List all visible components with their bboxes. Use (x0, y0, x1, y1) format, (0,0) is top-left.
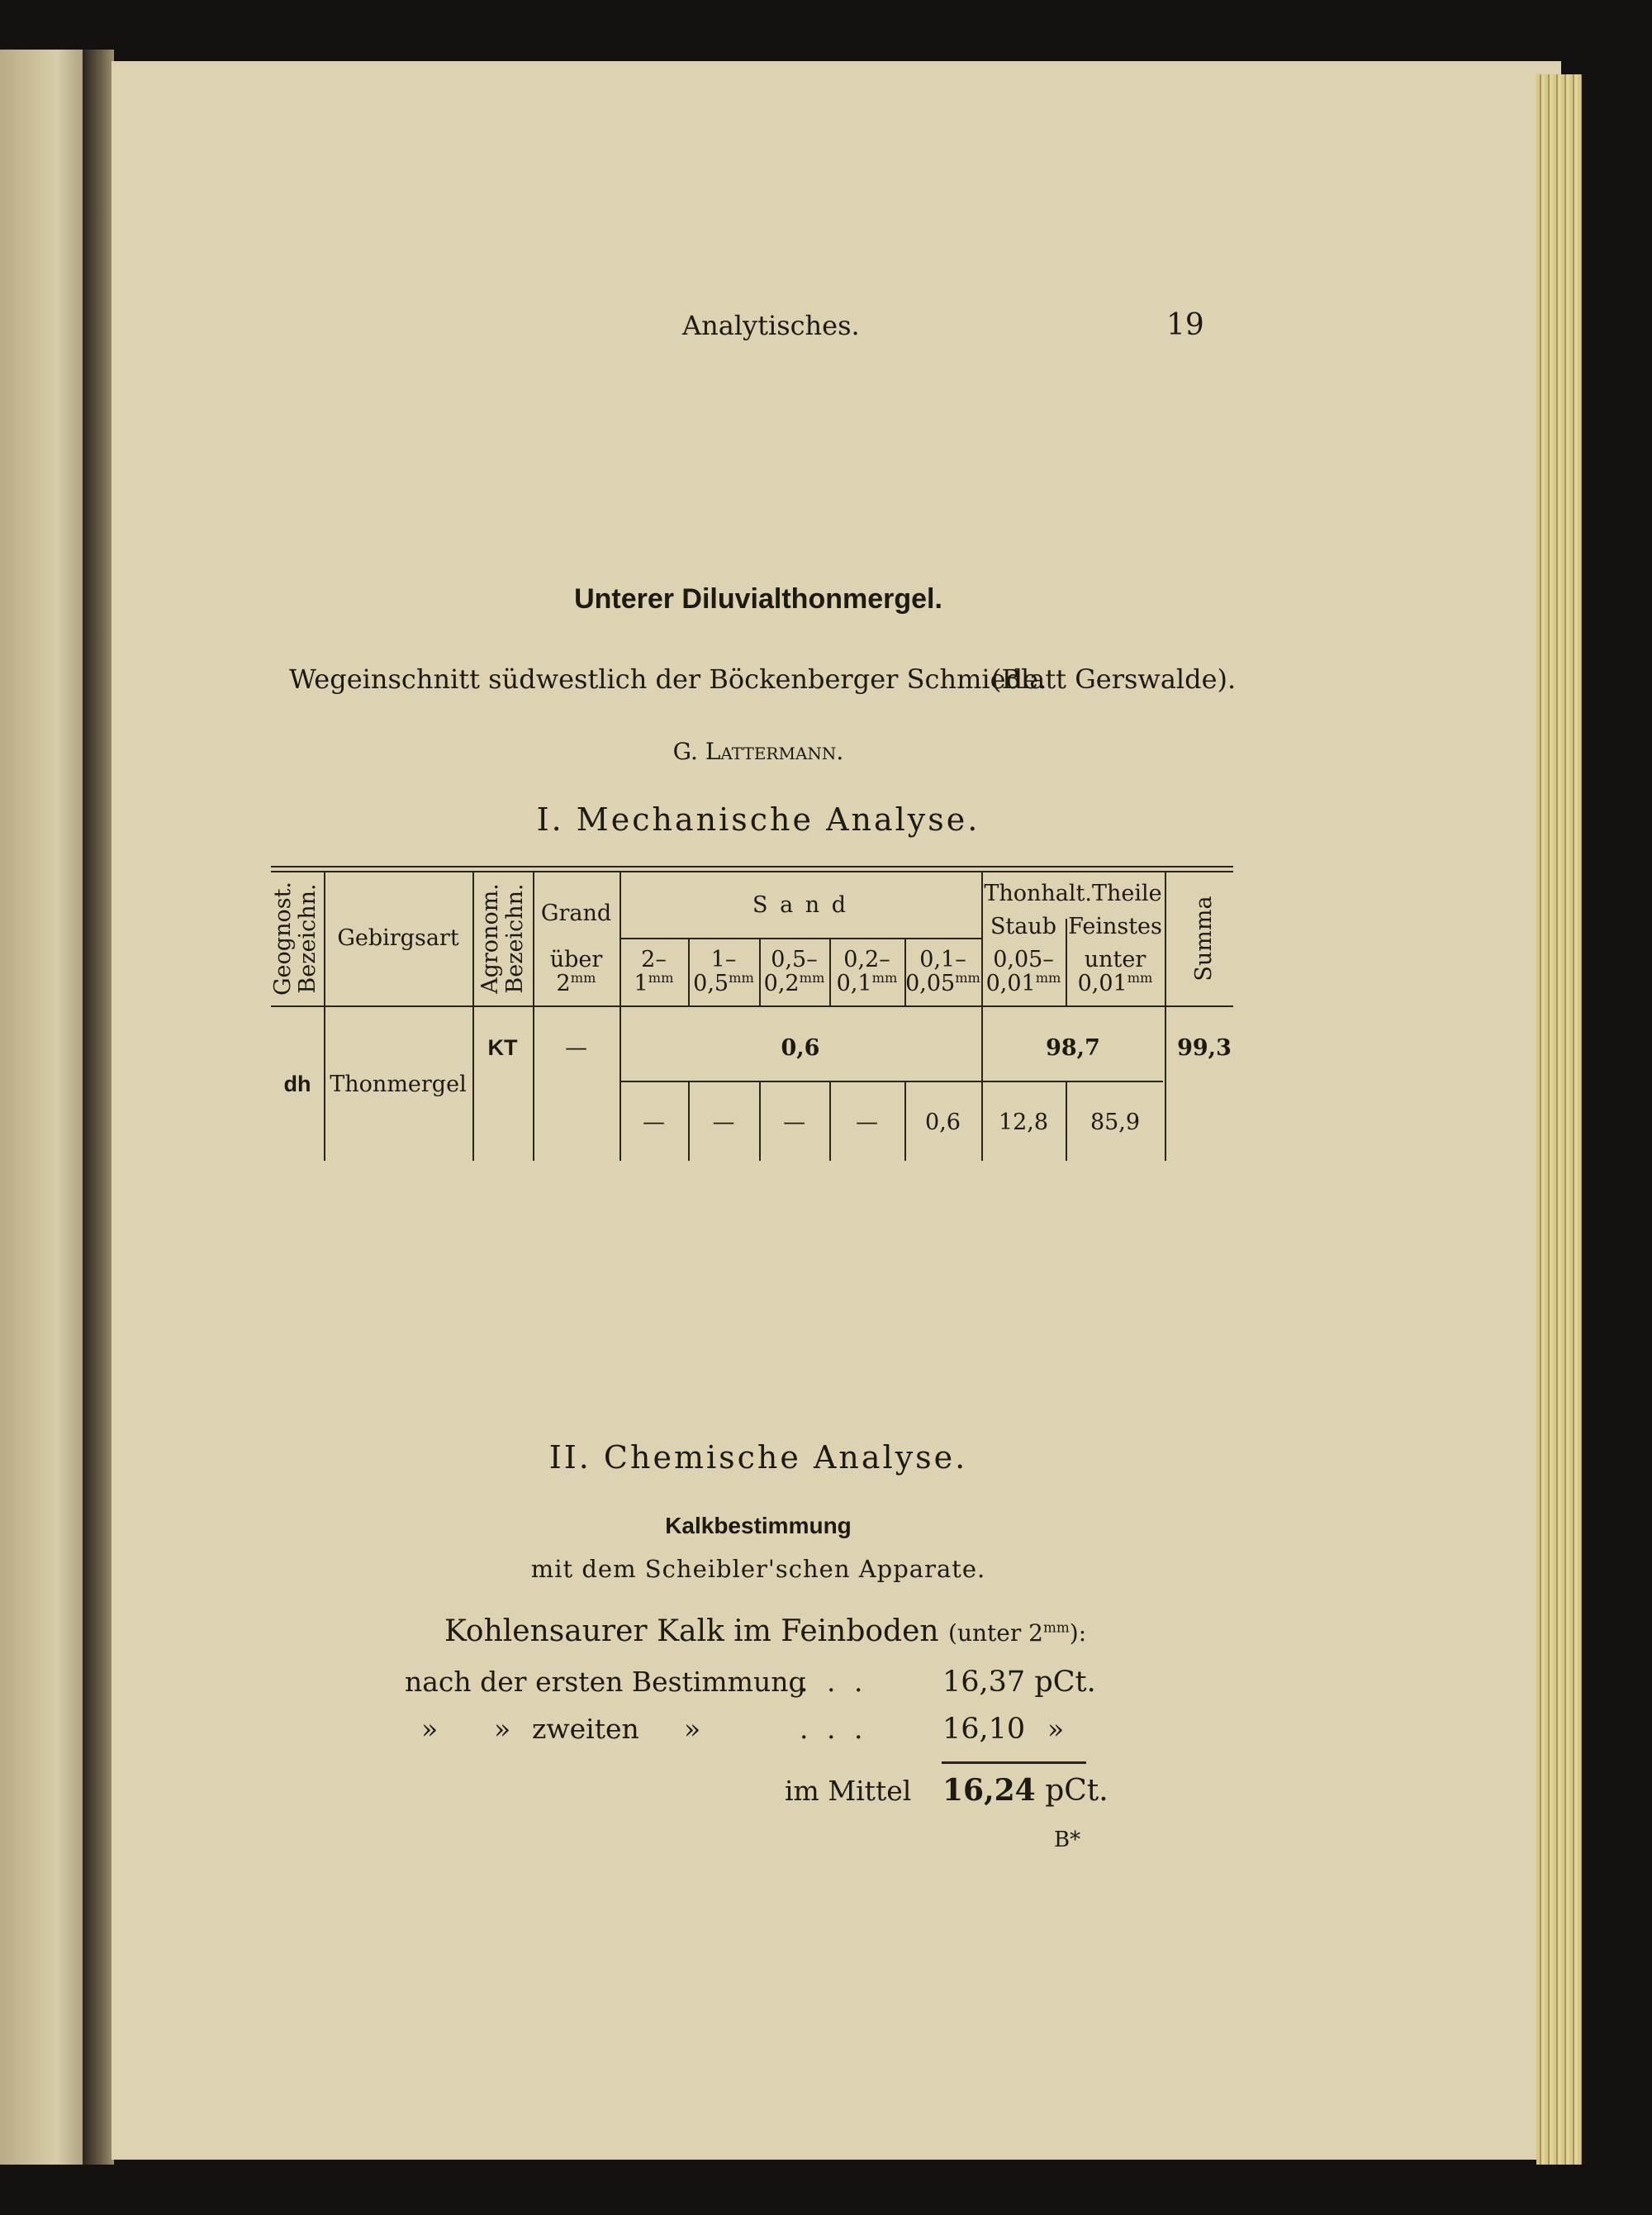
row-feinstes: 85,9 (1089, 1110, 1141, 1135)
second-quote-3: » (684, 1713, 701, 1745)
header-sand-size-top: 0,5– (771, 947, 818, 972)
method-text: mit dem Scheibler'schen Apparate. (530, 1555, 986, 1583)
header-agronom: Agronom. Bezeichn. (477, 883, 528, 994)
row-geognost: dh (283, 1072, 311, 1096)
row-sand-value: — (856, 1110, 878, 1135)
mechanical-heading: I. Mechanische Analyse. (536, 801, 980, 838)
page-edges (1536, 74, 1582, 2165)
second-measurement-value: 16,10 (942, 1713, 1026, 1746)
running-title: Analytisches. (682, 310, 860, 341)
col-divider (1165, 872, 1166, 1161)
analyst-name: G. Lattermann. (672, 738, 844, 765)
col-divider (324, 872, 325, 1161)
header-staub-size-bottom: $0,01^{mm}$ (985, 970, 1061, 996)
location-text: Wegeinschnitt südwestlich der Böckenberger Schmiede. (289, 663, 1047, 695)
first-measurement-dots: . . . (800, 1666, 868, 1698)
header-geognost: Geognost. Bezeichn. (270, 881, 320, 996)
second-measurement-unit: » (1047, 1713, 1065, 1745)
row-staub: 12,8 (998, 1110, 1049, 1135)
lime-intro: Kohlensaurer Kalk im Feinboden (unter $2^{mm}$): (444, 1614, 1087, 1648)
header-fein-size-top: unter (1084, 947, 1146, 972)
header-sand-size-top: 2– (641, 947, 667, 972)
header-sand-size-bottom: $1^{mm}$ (634, 970, 674, 996)
sand-subheader-rule (620, 938, 981, 939)
table-header-rule (271, 1005, 1233, 1007)
header-gebirgsart: Gebirgsart (337, 925, 459, 951)
row-sand-value: 0,6 (925, 1110, 961, 1135)
first-measurement-label: nach der ersten Bestimmung (405, 1666, 806, 1698)
header-grand-size: $2^{mm}$ (556, 970, 596, 996)
header-sand-size-bottom: $0,1^{mm}$ (836, 970, 898, 996)
header-sand-size-bottom: $0,5^{mm}$ (693, 970, 754, 996)
mean-value: 16,24 pCt. (942, 1773, 1108, 1808)
book-gutter (83, 50, 114, 2165)
header-fein-size-bottom: $0,01^{mm}$ (1077, 970, 1153, 996)
header-sand-size-top: 0,2– (843, 947, 890, 972)
row-sand-value: — (643, 1110, 665, 1135)
chemical-subheading: Kalkbestimmung (665, 1513, 852, 1538)
header-sand-size-bottom: $0,05^{mm}$ (905, 970, 980, 996)
header-thonhalt: Thonhalt.Theile (984, 881, 1162, 906)
row-summa: 99,3 (1177, 1035, 1232, 1061)
row-agronom: KT (487, 1035, 518, 1060)
page-number: 19 (1166, 308, 1204, 342)
mean-label: im Mittel (785, 1775, 912, 1807)
row-sand-value: — (783, 1110, 805, 1135)
second-quote-1: » (421, 1713, 439, 1745)
header-sand: S a n d (752, 892, 848, 918)
header-grand-ueber: über (549, 947, 603, 972)
row-divider-rule (620, 1081, 1163, 1082)
row-thon-total: 98,7 (1046, 1035, 1100, 1061)
table-top-rule-2 (271, 871, 1233, 872)
row-sand-value: — (712, 1110, 735, 1135)
first-measurement-value: 16,37 pCt. (942, 1666, 1096, 1699)
header-sand-size-top: 1– (710, 947, 737, 972)
header-feinstes: Feinstes (1068, 914, 1162, 939)
row-gebirgsart: Thonmergel (330, 1072, 467, 1097)
sheet-text: (Blatt Gerswalde). (991, 663, 1237, 695)
header-staub-size-top: 0,05– (993, 947, 1054, 972)
second-quote-2: » (494, 1713, 511, 1745)
header-summa: Summa (1191, 896, 1217, 982)
page-title: Unterer Diluvialthonmergel. (574, 583, 942, 615)
header-grand: Grand (540, 901, 612, 926)
second-measurement-dots: . . . (800, 1713, 868, 1745)
header-staub: Staub (990, 914, 1057, 939)
sum-rule (942, 1761, 1086, 1764)
header-sand-size-top: 0,1– (919, 947, 966, 972)
col-divider (472, 872, 474, 1161)
row-grand: — (565, 1035, 587, 1061)
signature-mark: B* (1054, 1828, 1081, 1852)
second-measurement-label: zweiten (532, 1713, 639, 1745)
chemical-heading: II. Chemische Analyse. (548, 1439, 968, 1476)
header-sand-size-bottom: $0,2^{mm}$ (763, 970, 825, 996)
row-sand-total: 0,6 (781, 1035, 820, 1061)
table-top-rule (271, 866, 1233, 867)
